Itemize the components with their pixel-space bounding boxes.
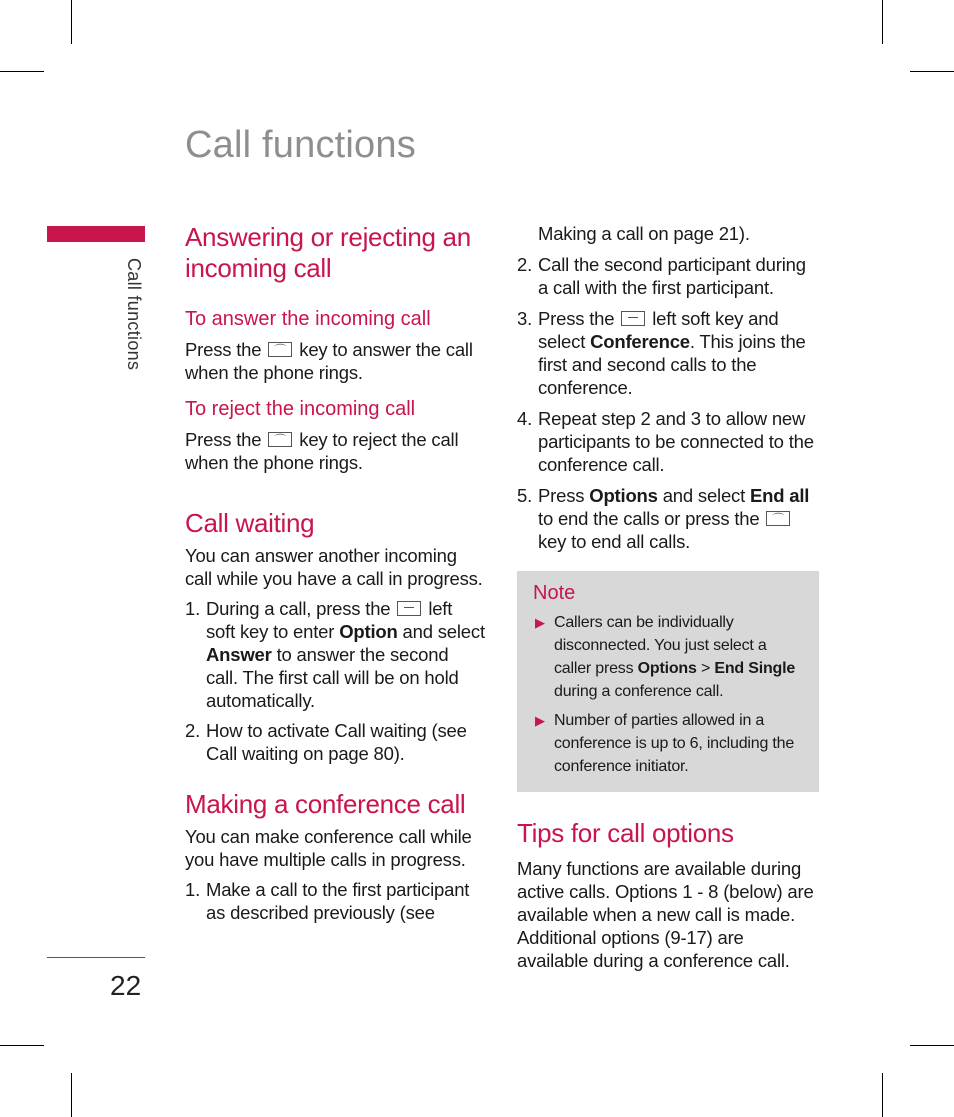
answer-subheading: To answer the incoming call [185, 308, 431, 330]
note-list [533, 611, 805, 778]
note-title: Note [533, 582, 576, 604]
list-item [533, 611, 805, 703]
step-text: to answer the second call. The first call will be on hold automatically. [206, 644, 459, 711]
end-key-icon [766, 511, 790, 526]
reject-text-post: key to reject the call when the phone rings. [185, 429, 459, 473]
answering-heading: Answering or rejecting an incoming call [185, 222, 471, 283]
tips-paragraph: Many functions are available during active calls. Options 1 - 8 (below) are available when a new call is made. Additional options (9-17) are available during a conference call. [517, 858, 814, 971]
crop-mark [910, 71, 954, 72]
end-all-label: End all [749, 485, 810, 506]
send-key-icon [268, 342, 292, 357]
step-text: key to end all calls. [538, 531, 691, 552]
step-text: Making a call on page 21). [538, 223, 750, 244]
step-number: 3. [517, 308, 533, 329]
left-column [185, 222, 485, 924]
crop-mark [0, 71, 44, 72]
note-text: Number of parties allowed in a conference is up to 6, including the conference initiator. [554, 712, 795, 775]
triangle-bullet-icon: ▶ [535, 713, 545, 728]
conference-heading: Making a conference call [185, 789, 466, 819]
note-text: during a conference call. [554, 683, 724, 700]
answer-paragraph [185, 338, 485, 384]
note-text: Callers can be individually disconnected. You just select a caller press [554, 614, 767, 677]
tips-heading: Tips for call options [517, 818, 734, 848]
conference-label: Conference [590, 331, 690, 352]
options-label: Options [637, 660, 697, 677]
crop-mark [910, 1045, 954, 1046]
step-number: 1. [185, 598, 201, 619]
list-item [185, 719, 485, 765]
crop-mark [882, 0, 883, 44]
crop-mark [0, 1045, 44, 1046]
conference-intro: You can make conference call while you have multiple calls in progress. [185, 826, 472, 870]
page-number-rule [47, 957, 145, 958]
step-text: How to activate Call waiting (see Call waiting on page 80). [206, 720, 467, 764]
note-box [517, 571, 819, 792]
step-number: 4. [517, 408, 533, 429]
call-waiting-intro: You can answer another incoming call while you have a call in progress. [185, 545, 483, 589]
options-label: Options [589, 485, 658, 506]
step-text: . This joins the first and second calls to the conference. [538, 331, 806, 398]
side-section-label: Call functions [124, 258, 144, 371]
reject-subheading: To reject the incoming call [185, 398, 416, 420]
step-text: left soft key to enter [206, 598, 453, 642]
step-text: Press the [538, 308, 615, 329]
option-label: Option [339, 621, 398, 642]
step-text: During a call, press the [206, 598, 391, 619]
list-item [517, 407, 819, 476]
left-soft-key-icon [397, 601, 421, 616]
list-item [185, 878, 485, 924]
step-number: 1. [185, 879, 201, 900]
step-number: 5. [517, 485, 533, 506]
conference-steps-continued [517, 222, 819, 553]
reject-text-pre: Press the [185, 429, 262, 450]
call-waiting-steps [185, 597, 485, 765]
step-number: 2. [517, 254, 533, 275]
crop-mark [71, 0, 72, 44]
crop-mark [882, 1073, 883, 1117]
reject-paragraph [185, 428, 485, 474]
note-text: > [700, 660, 711, 677]
step-text: and select [662, 485, 746, 506]
conference-steps [185, 878, 485, 924]
answer-text-post: key to answer the call when the phone rings. [185, 339, 473, 383]
answer-label: Answer [206, 644, 272, 665]
page-number: 22 [110, 970, 142, 1001]
step-text: Make a call to the first participant as described previously (see [206, 879, 470, 923]
page-title: Call functions [185, 124, 416, 166]
side-accent-bar [47, 226, 145, 242]
step-text: Repeat step 2 and 3 to allow new participants to be connected to the conference call. [538, 408, 814, 475]
list-item [533, 709, 805, 778]
right-column [517, 222, 819, 972]
step-text: Press [538, 485, 585, 506]
step-number: 2. [185, 720, 201, 741]
end-single-label: End Single [714, 660, 796, 677]
triangle-bullet-icon: ▶ [535, 615, 545, 630]
list-item [517, 484, 819, 553]
left-soft-key-icon [621, 311, 645, 326]
step-text: left soft key and select [538, 308, 779, 352]
step-text: Call the second participant during a call with the first participant. [538, 254, 806, 298]
answer-text-pre: Press the [185, 339, 262, 360]
list-item [185, 597, 485, 712]
crop-mark [71, 1073, 72, 1117]
step-text: to end the calls or press the [538, 508, 760, 529]
end-key-icon [268, 432, 292, 447]
call-waiting-heading: Call waiting [185, 508, 315, 538]
list-item [517, 253, 819, 299]
list-item [517, 222, 819, 245]
step-text: and select [402, 621, 485, 642]
list-item [517, 307, 819, 399]
